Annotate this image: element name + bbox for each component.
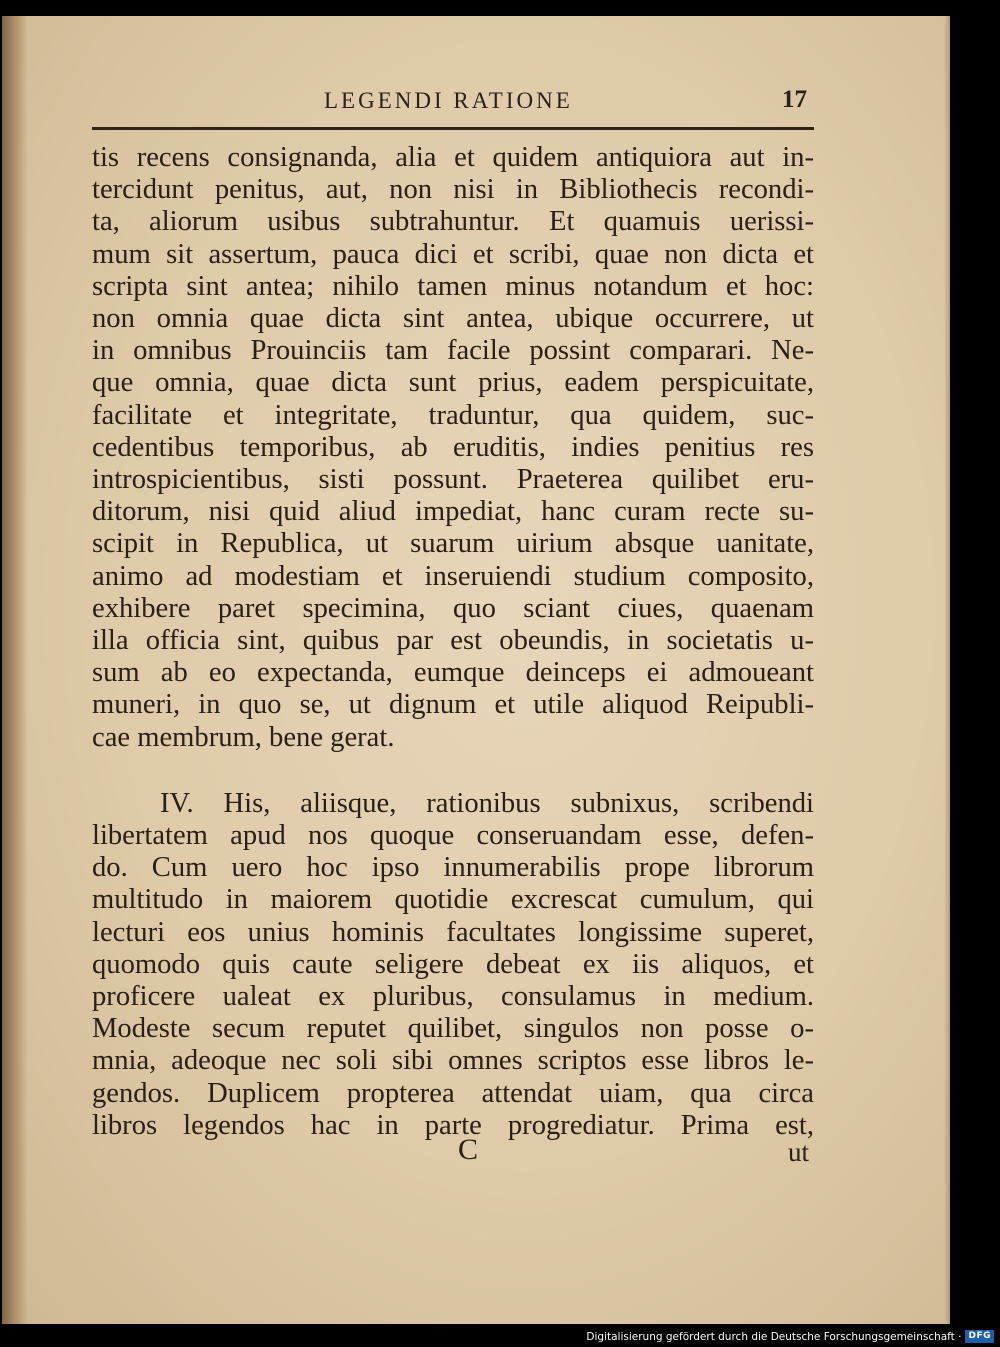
body-text	[92, 142, 814, 1142]
text-line: lecturi eos unius hominis facultates longissime superet,	[92, 916, 814, 948]
text-line: multitudo in maiorem quotidie excrescat cumulum, qui	[92, 884, 814, 916]
text-line: ditorum, nisi quid aliud impediat, hanc curam recte su-	[92, 496, 814, 528]
text-line: non omnia quae dicta sint antea, ubique occurrere, ut	[92, 303, 814, 335]
paragraph-iv	[92, 788, 814, 1142]
text-line: mnia, adeoque nec soli sibi omnes scriptos esse libros le-	[92, 1045, 814, 1077]
text-line: animo ad modestiam et inseruiendi studium composito,	[92, 560, 814, 592]
text-line: libertatem apud nos quoque conseruandam esse, defen-	[92, 820, 814, 852]
paragraph-gap	[92, 754, 814, 788]
text-line: IV. His, aliisque, rationibus subnixus, scribendi	[160, 787, 814, 819]
header-rule	[92, 127, 814, 130]
text-line: gendos. Duplicem propterea attendat uiam, qua circa	[92, 1077, 814, 1109]
text-line: libros legendos hac in parte progrediatur. Prima est,	[92, 1109, 814, 1141]
text-line: exhibere paret specimina, quo sciant ciues, quaenam	[92, 592, 814, 624]
book-page	[2, 16, 950, 1324]
page-number: 17	[782, 86, 807, 113]
text-line: Modeste secum reputet quilibet, singulos non posse o-	[92, 1013, 814, 1045]
text-line: do. Cum uero hoc ipso innumerabilis prope librorum	[92, 852, 814, 884]
text-line: in omnibus Prouinciis tam facile possint comparari. Ne-	[92, 335, 814, 367]
text-line: cae membrum, bene gerat.	[92, 721, 395, 753]
page-right-edge	[944, 16, 950, 1324]
digitization-footer	[586, 1330, 994, 1343]
catchword: ut	[788, 1137, 810, 1167]
text-line: scripta sint antea; nihilo tamen minus notandum et hoc:	[92, 270, 814, 302]
text-line: illa officia sint, quibus par est obeundis, in societatis u-	[92, 625, 814, 657]
text-line: cedentibus temporibus, ab eruditis, indies penitius res	[92, 431, 814, 463]
text-line: scipit in Republica, ut suarum uirium absque uanitate,	[92, 528, 814, 560]
funding-credit: Digitalisierung gefördert durch die Deutsche Forschungsgemeinschaft ·	[586, 1330, 962, 1343]
signature-mark: C	[458, 1133, 479, 1166]
text-line: tis recens consignanda, alia et quidem antiquiora aut in-	[92, 142, 814, 173]
text-line: que omnia, quae dicta sunt prius, eadem perspicuitate,	[92, 367, 814, 399]
text-line: ta, aliorum usibus subtrahuntur. Et quamuis uerissi-	[92, 206, 814, 238]
text-line: quomodo quis caute seligere debeat ex iis aliquos, et	[92, 948, 814, 980]
text-line: tercidunt penitus, aut, non nisi in Bibliothecis recondi-	[92, 174, 814, 206]
text-line: proficere ualeat ex pluribus, consulamus in medium.	[92, 981, 814, 1013]
text-line: facilitate et integritate, traduntur, qua quidem, suc-	[92, 399, 814, 431]
text-line: sum ab eo expectanda, eumque deinceps ei admoueant	[92, 657, 814, 689]
running-head: LEGENDI RATIONE	[324, 88, 573, 113]
text-line: muneri, in quo se, ut dignum et utile aliquod Reipubli-	[92, 689, 814, 721]
dfg-logo-icon: DFG	[965, 1330, 994, 1343]
text-line: mum sit assertum, pauca dici et scribi, quae non dicta et	[92, 238, 814, 270]
page-gutter-shadow	[2, 16, 28, 1324]
text-line: introspicientibus, sisti possunt. Praeterea quilibet eru-	[92, 464, 814, 496]
paragraph-continuation	[92, 142, 814, 754]
